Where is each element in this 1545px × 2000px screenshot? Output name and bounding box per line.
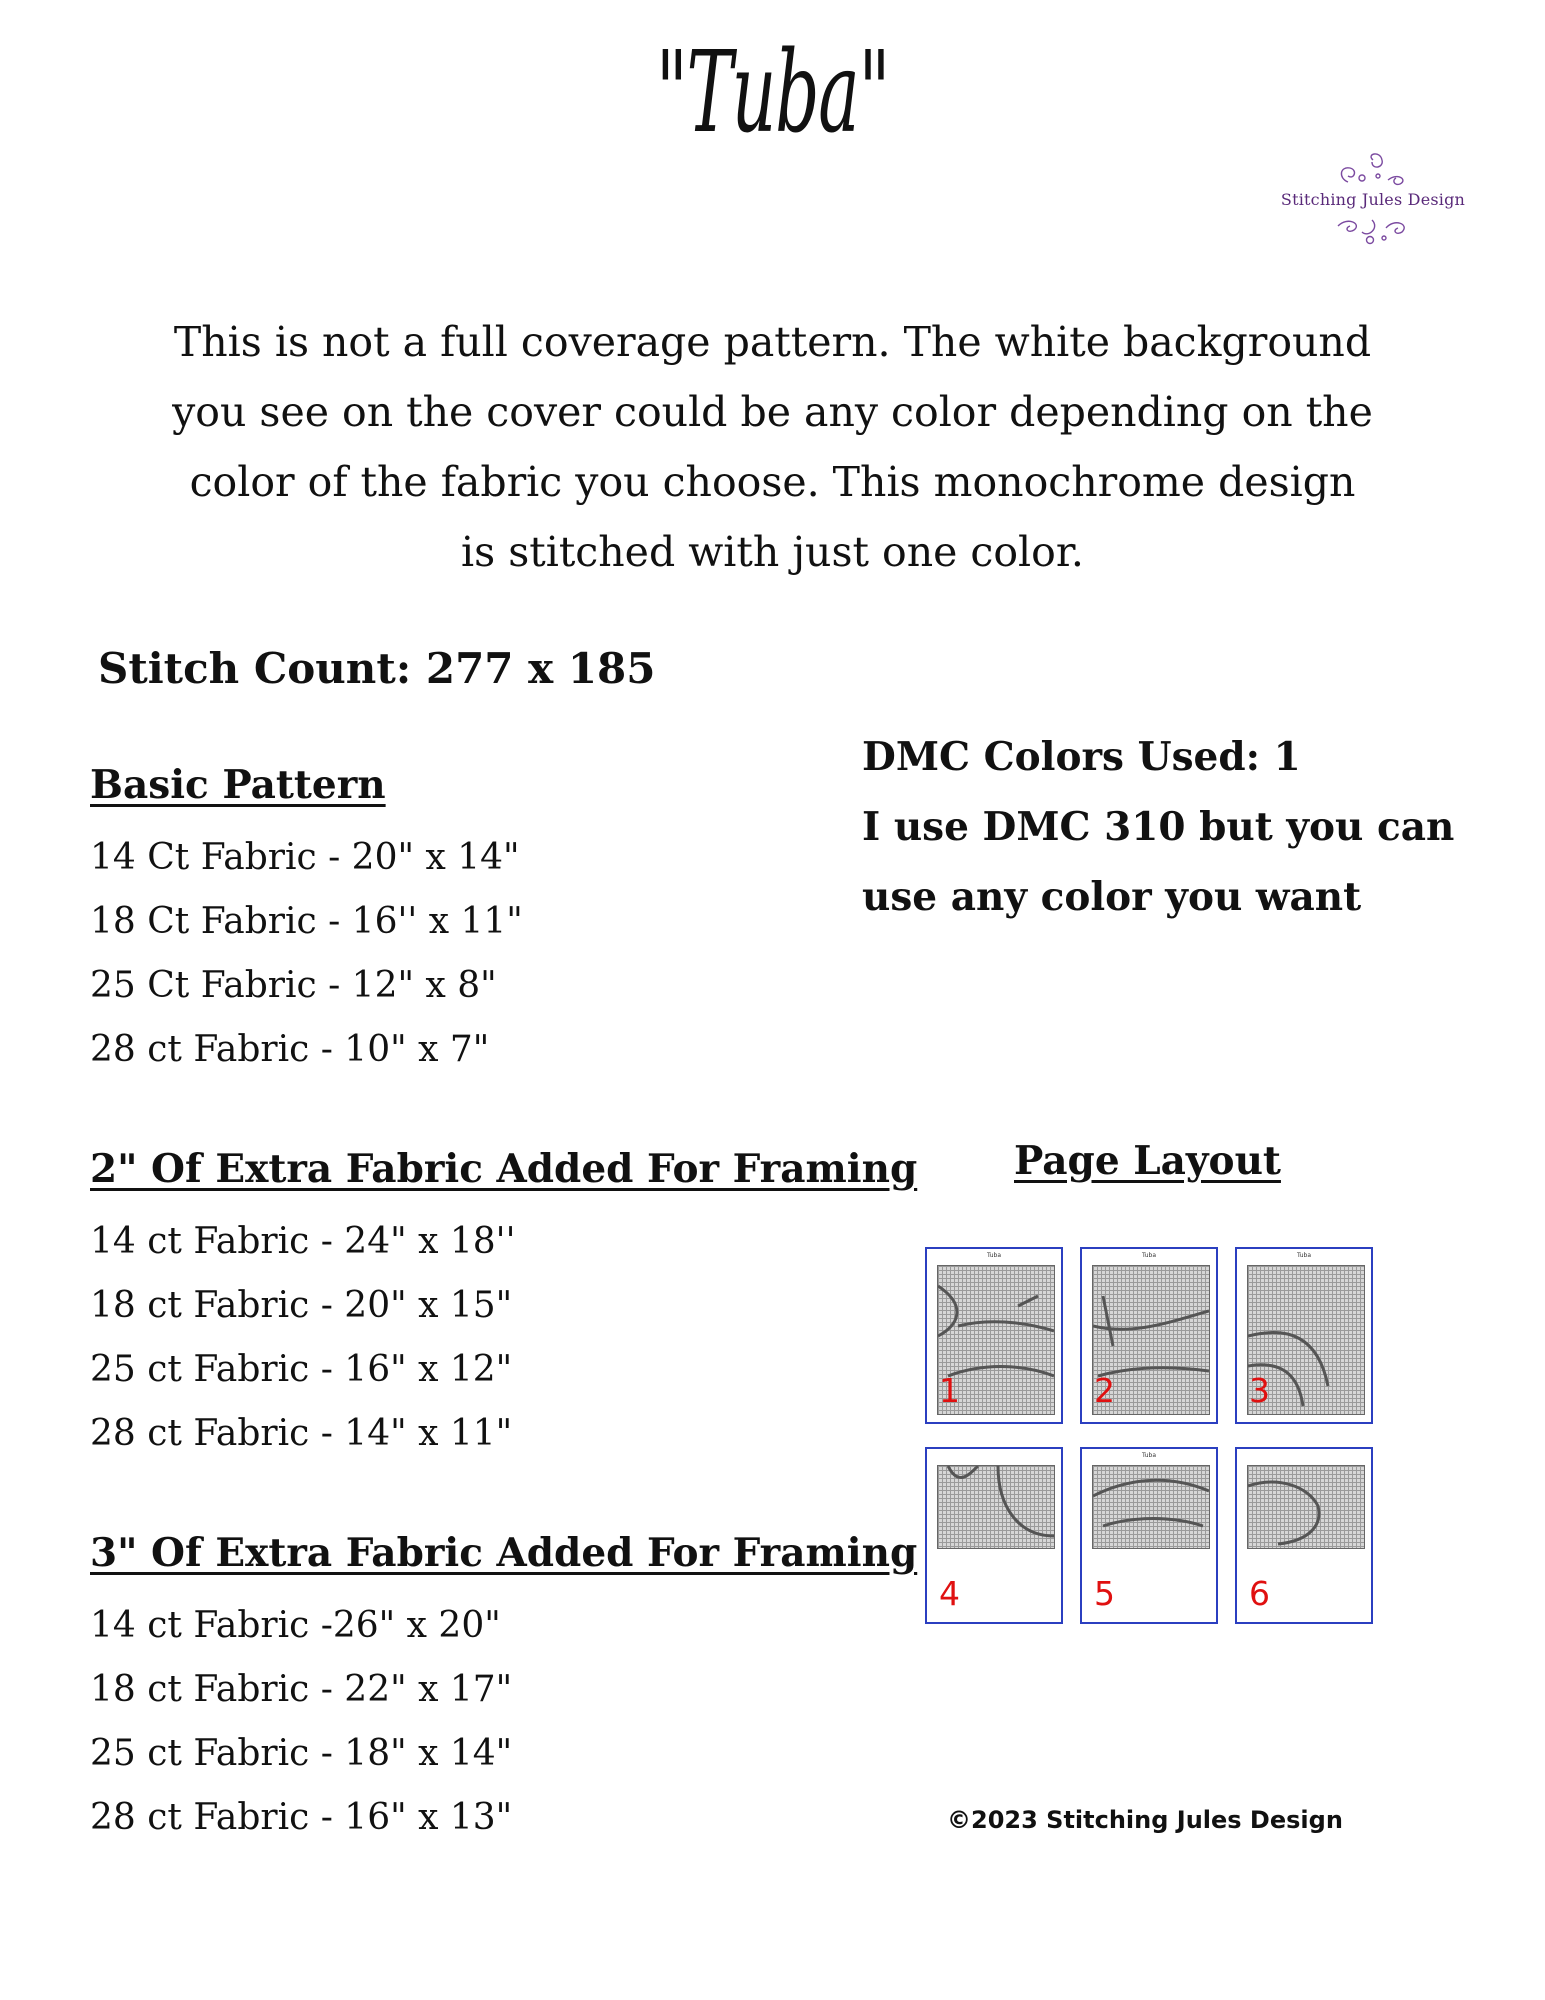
intro-line: This is not a full coverage pattern. The white background bbox=[173, 318, 1372, 366]
tuba-fragment-icon bbox=[938, 1466, 1054, 1548]
thumbnail-caption: Tuba bbox=[1296, 1252, 1312, 1259]
intro-line: you see on the cover could be any color depending on the bbox=[172, 388, 1373, 436]
page-number: 2 bbox=[1094, 1371, 1115, 1410]
page-thumbnail bbox=[1080, 1447, 1218, 1624]
page-thumbnail bbox=[1235, 1447, 1373, 1624]
chart-grid bbox=[1092, 1465, 1210, 1549]
chart-grid bbox=[937, 1465, 1055, 1549]
chart-grid bbox=[1247, 1465, 1365, 1549]
basic-pattern-heading: Basic Pattern bbox=[90, 762, 386, 808]
page-number: 1 bbox=[939, 1371, 960, 1410]
page-number: 5 bbox=[1094, 1574, 1115, 1613]
extra-2-list bbox=[90, 1210, 515, 1466]
basic-pattern-list bbox=[90, 826, 523, 1082]
page-number: 3 bbox=[1249, 1371, 1270, 1410]
tuba-fragment-icon bbox=[1248, 1466, 1364, 1548]
page-title: "Tuba" bbox=[655, 28, 890, 158]
extra-3-heading: 3" Of Extra Fabric Added For Framing bbox=[90, 1530, 918, 1576]
intro-paragraph bbox=[150, 307, 1395, 587]
page-thumbnail bbox=[1235, 1247, 1373, 1424]
fabric-size-row: 18 ct Fabric - 20" x 15" bbox=[90, 1285, 513, 1326]
thumbnail-caption: Tuba bbox=[1141, 1452, 1157, 1459]
fabric-size-row: 28 ct Fabric - 14" x 11" bbox=[90, 1413, 513, 1454]
dmc-line: DMC Colors Used: 1 bbox=[862, 734, 1301, 780]
stitch-count: Stitch Count: 277 x 185 bbox=[98, 644, 656, 693]
fabric-size-row: 28 ct Fabric - 16" x 13" bbox=[90, 1797, 513, 1838]
swirl-ornament-bottom-icon bbox=[1328, 214, 1418, 246]
intro-line: is stitched with just one color. bbox=[461, 528, 1084, 576]
intro-line: color of the fabric you choose. This monochrome design bbox=[189, 458, 1356, 506]
thumbnail-caption: Tuba bbox=[1141, 1252, 1157, 1259]
fabric-size-row: 25 ct Fabric - 18" x 14" bbox=[90, 1733, 513, 1774]
fabric-size-row: 25 ct Fabric - 16" x 12" bbox=[90, 1349, 513, 1390]
brand-logo bbox=[1278, 152, 1468, 252]
dmc-line: I use DMC 310 but you can bbox=[862, 804, 1455, 850]
fabric-size-row: 28 ct Fabric - 10" x 7" bbox=[90, 1029, 490, 1070]
thumbnail-caption: Tuba bbox=[986, 1252, 1002, 1259]
tuba-fragment-icon bbox=[1093, 1466, 1209, 1548]
brand-name: Stitching Jules Design bbox=[1280, 190, 1466, 209]
fabric-size-row: 14 ct Fabric -26" x 20" bbox=[90, 1605, 501, 1646]
page-number: 4 bbox=[939, 1574, 960, 1613]
dmc-line: use any color you want bbox=[862, 874, 1362, 920]
fabric-size-row: 14 Ct Fabric - 20" x 14" bbox=[90, 837, 520, 878]
dmc-info bbox=[862, 722, 1454, 932]
fabric-size-row: 25 Ct Fabric - 12" x 8" bbox=[90, 965, 497, 1006]
swirl-ornament-top-icon bbox=[1328, 152, 1418, 188]
page-number: 6 bbox=[1249, 1574, 1270, 1613]
fabric-size-row: 18 Ct Fabric - 16'' x 11" bbox=[90, 901, 523, 942]
page-layout-heading: Page Layout bbox=[1014, 1138, 1281, 1184]
extra-3-list bbox=[90, 1594, 512, 1850]
page-thumbnail bbox=[925, 1447, 1063, 1624]
extra-2-heading: 2" Of Extra Fabric Added For Framing bbox=[90, 1146, 918, 1192]
fabric-size-row: 18 ct Fabric - 22" x 17" bbox=[90, 1669, 513, 1710]
page-thumbnail bbox=[925, 1247, 1063, 1424]
copyright-footer: ©2023 Stitching Jules Design bbox=[947, 1806, 1343, 1834]
page-thumbnail bbox=[1080, 1247, 1218, 1424]
fabric-size-row: 14 ct Fabric - 24" x 18'' bbox=[90, 1221, 516, 1262]
